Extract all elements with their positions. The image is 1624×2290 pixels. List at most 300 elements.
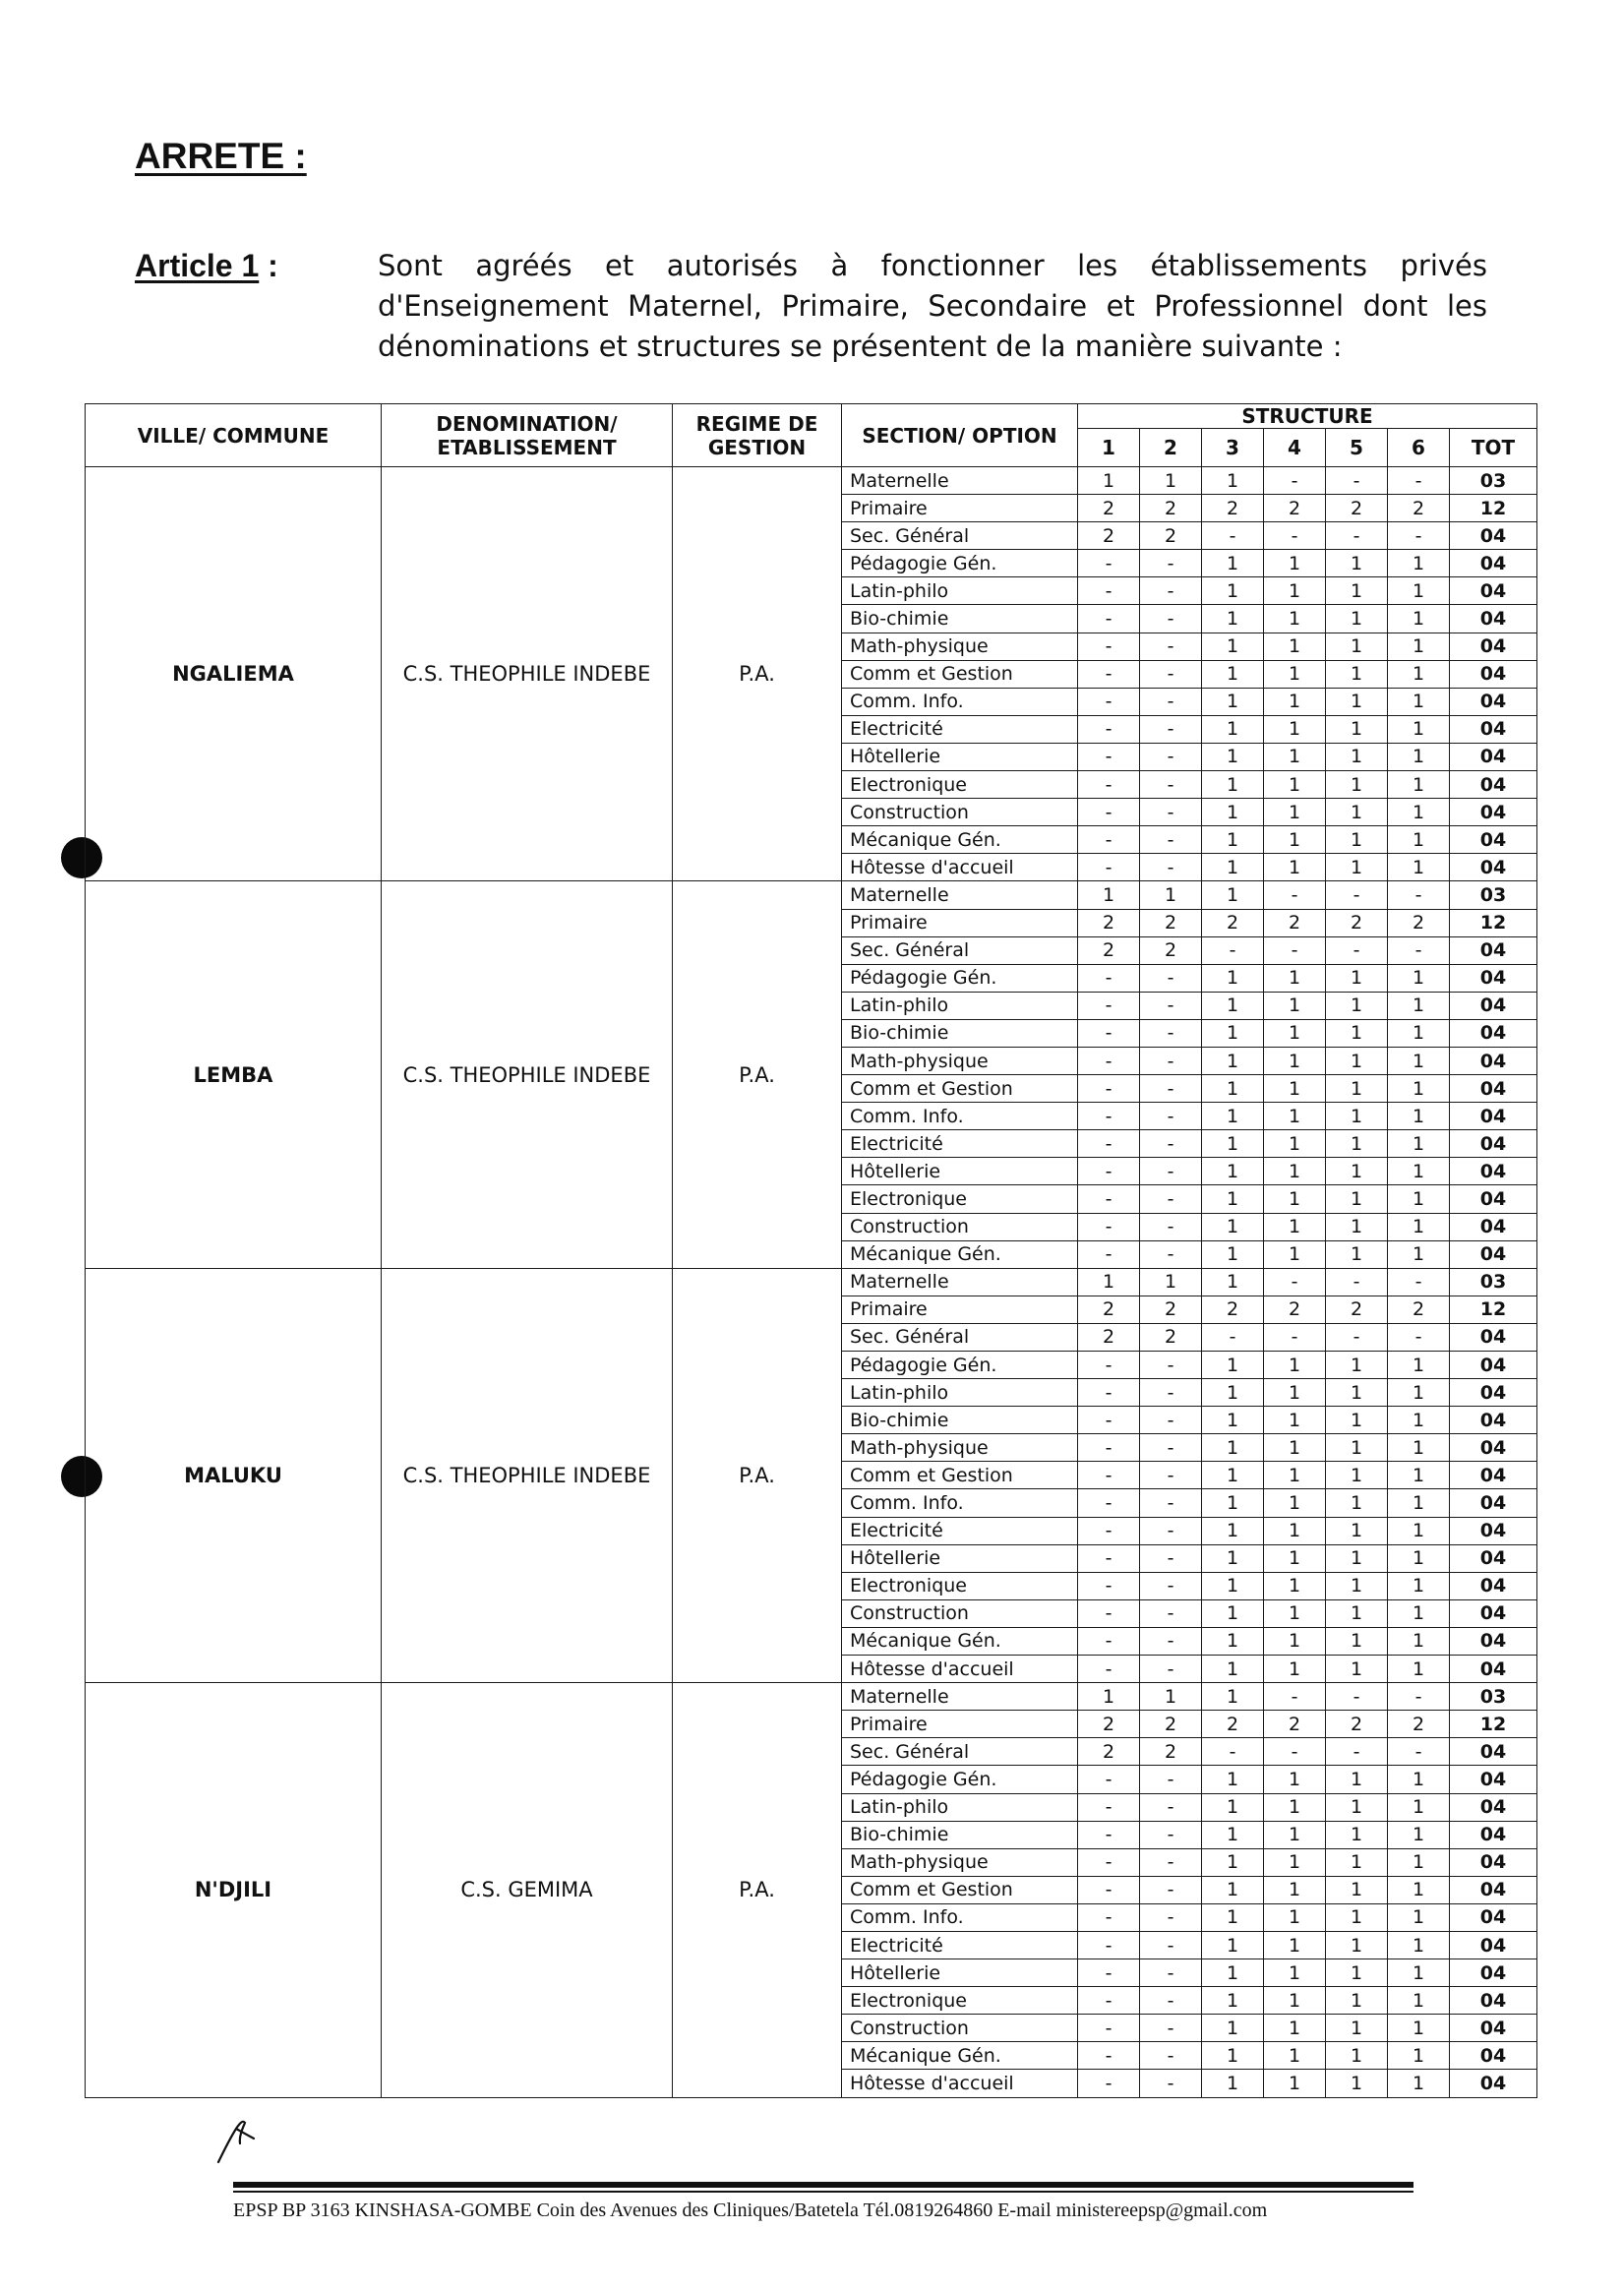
col-1-cell: - bbox=[1078, 1517, 1140, 1544]
col-4-cell: 1 bbox=[1264, 1793, 1326, 1821]
section-cell: Sec. Général bbox=[842, 936, 1078, 964]
col-5-cell: 1 bbox=[1326, 1517, 1388, 1544]
col-2-cell: - bbox=[1140, 743, 1202, 770]
col-5-cell: 1 bbox=[1326, 826, 1388, 854]
col-5-cell: - bbox=[1326, 881, 1388, 909]
col-4-cell: 1 bbox=[1264, 1158, 1326, 1185]
col-6-cell: 1 bbox=[1388, 577, 1450, 605]
col-5-cell: 1 bbox=[1326, 633, 1388, 660]
tot-cell: 04 bbox=[1450, 1572, 1537, 1599]
section-cell: Hôtesse d'accueil bbox=[842, 854, 1078, 881]
col-4-cell: 1 bbox=[1264, 2070, 1326, 2097]
col-4-cell: 1 bbox=[1264, 1931, 1326, 1959]
section-cell: Electricité bbox=[842, 1931, 1078, 1959]
col-6-cell: 1 bbox=[1388, 1987, 1450, 2015]
col-4-cell: 1 bbox=[1264, 550, 1326, 577]
col-2-cell: - bbox=[1140, 1075, 1202, 1103]
col-6-cell: - bbox=[1388, 1268, 1450, 1296]
col-2-cell: - bbox=[1140, 1572, 1202, 1599]
col-4-cell: 1 bbox=[1264, 1130, 1326, 1158]
col-4-cell: 1 bbox=[1264, 1848, 1326, 1876]
col-4-cell: 1 bbox=[1264, 1572, 1326, 1599]
col-1-cell: 2 bbox=[1078, 909, 1140, 936]
col-6-cell: - bbox=[1388, 936, 1450, 964]
regime-cell: P.A. bbox=[673, 881, 842, 1268]
col-6-cell: 1 bbox=[1388, 1544, 1450, 1572]
col-6-cell: 1 bbox=[1388, 1379, 1450, 1407]
col-1-cell: - bbox=[1078, 1379, 1140, 1407]
section-cell: Construction bbox=[842, 799, 1078, 826]
col-2-cell: - bbox=[1140, 1130, 1202, 1158]
col-1-cell: 2 bbox=[1078, 522, 1140, 550]
section-cell: Bio-chimie bbox=[842, 1407, 1078, 1434]
col-4-cell: 1 bbox=[1264, 1656, 1326, 1683]
col-5-cell: 1 bbox=[1326, 1213, 1388, 1240]
col-2-cell: - bbox=[1140, 633, 1202, 660]
section-cell: Mécanique Gén. bbox=[842, 826, 1078, 854]
col-3-cell: 1 bbox=[1202, 1130, 1264, 1158]
section-cell: Construction bbox=[842, 2015, 1078, 2042]
col-5-cell: 1 bbox=[1326, 1352, 1388, 1379]
section-cell: Electricité bbox=[842, 715, 1078, 743]
col-2-cell: - bbox=[1140, 1627, 1202, 1655]
tot-cell: 04 bbox=[1450, 660, 1537, 688]
article-label bbox=[135, 248, 278, 284]
col-3-cell: 1 bbox=[1202, 1489, 1264, 1517]
col-4-cell: 1 bbox=[1264, 715, 1326, 743]
col-2-cell: 1 bbox=[1140, 1683, 1202, 1711]
col-1-cell: - bbox=[1078, 1352, 1140, 1379]
col-6-cell: 1 bbox=[1388, 1517, 1450, 1544]
col-1-cell: - bbox=[1078, 605, 1140, 633]
col-5-cell: 1 bbox=[1326, 2070, 1388, 2097]
col-4-cell: 2 bbox=[1264, 1711, 1326, 1738]
tot-cell: 04 bbox=[1450, 550, 1537, 577]
table-body bbox=[86, 467, 1537, 2098]
col-2-cell: - bbox=[1140, 1240, 1202, 1268]
signature-mark bbox=[214, 2117, 258, 2166]
col-5-cell: 1 bbox=[1326, 1848, 1388, 1876]
header-col-4: 4 bbox=[1264, 429, 1326, 467]
col-1-cell: - bbox=[1078, 550, 1140, 577]
col-5-cell: 1 bbox=[1326, 1047, 1388, 1074]
col-1-cell: - bbox=[1078, 799, 1140, 826]
col-1-cell: - bbox=[1078, 2015, 1140, 2042]
section-cell: Mécanique Gén. bbox=[842, 2042, 1078, 2070]
col-3-cell: 1 bbox=[1202, 992, 1264, 1019]
col-6-cell: - bbox=[1388, 1683, 1450, 1711]
col-5-cell: 1 bbox=[1326, 1572, 1388, 1599]
col-3-cell: 1 bbox=[1202, 854, 1264, 881]
tot-cell: 04 bbox=[1450, 1544, 1537, 1572]
tot-cell: 04 bbox=[1450, 1240, 1537, 1268]
col-5-cell: 1 bbox=[1326, 660, 1388, 688]
col-2-cell: - bbox=[1140, 1185, 1202, 1213]
col-4-cell: 1 bbox=[1264, 1434, 1326, 1462]
col-1-cell: - bbox=[1078, 1019, 1140, 1047]
col-3-cell: - bbox=[1202, 1323, 1264, 1351]
col-4-cell: 1 bbox=[1264, 992, 1326, 1019]
col-5-cell: 1 bbox=[1326, 1462, 1388, 1489]
col-1-cell: - bbox=[1078, 577, 1140, 605]
tot-cell: 04 bbox=[1450, 1213, 1537, 1240]
col-1-cell: - bbox=[1078, 854, 1140, 881]
col-1-cell: - bbox=[1078, 826, 1140, 854]
col-1-cell: - bbox=[1078, 2070, 1140, 2097]
col-6-cell: - bbox=[1388, 1738, 1450, 1766]
header-col-3: 3 bbox=[1202, 429, 1264, 467]
col-2-cell: - bbox=[1140, 1489, 1202, 1517]
col-4-cell: 1 bbox=[1264, 605, 1326, 633]
col-5-cell: 1 bbox=[1326, 1489, 1388, 1517]
col-6-cell: 1 bbox=[1388, 1434, 1450, 1462]
col-1-cell: - bbox=[1078, 1572, 1140, 1599]
section-cell: Primaire bbox=[842, 909, 1078, 936]
col-3-cell: 1 bbox=[1202, 1407, 1264, 1434]
col-1-cell: - bbox=[1078, 1821, 1140, 1848]
tot-cell: 04 bbox=[1450, 1379, 1537, 1407]
col-5-cell: 1 bbox=[1326, 605, 1388, 633]
etablissement-cell: C.S. GEMIMA bbox=[382, 1683, 673, 2097]
col-6-cell: 1 bbox=[1388, 2042, 1450, 2070]
ville-cell: MALUKU bbox=[86, 1268, 382, 1682]
tot-cell: 04 bbox=[1450, 1821, 1537, 1848]
section-cell: Maternelle bbox=[842, 467, 1078, 495]
section-cell: Hôtesse d'accueil bbox=[842, 1656, 1078, 1683]
col-3-cell: 1 bbox=[1202, 1544, 1264, 1572]
col-4-cell: 1 bbox=[1264, 1213, 1326, 1240]
col-5-cell: 1 bbox=[1326, 1903, 1388, 1931]
col-3-cell: 1 bbox=[1202, 1931, 1264, 1959]
col-5-cell: 1 bbox=[1326, 2015, 1388, 2042]
col-1-cell: 2 bbox=[1078, 936, 1140, 964]
col-2-cell: - bbox=[1140, 992, 1202, 1019]
tot-cell: 04 bbox=[1450, 771, 1537, 799]
col-1-cell: - bbox=[1078, 1489, 1140, 1517]
col-4-cell: 1 bbox=[1264, 1379, 1326, 1407]
regime-cell: P.A. bbox=[673, 467, 842, 881]
col-3-cell: 1 bbox=[1202, 771, 1264, 799]
col-1-cell: - bbox=[1078, 1075, 1140, 1103]
col-5-cell: 1 bbox=[1326, 1434, 1388, 1462]
col-3-cell: 1 bbox=[1202, 1821, 1264, 1848]
col-3-cell: 1 bbox=[1202, 964, 1264, 992]
ville-cell: N'DJILI bbox=[86, 1683, 382, 2097]
tot-cell: 03 bbox=[1450, 1683, 1537, 1711]
col-5-cell: 1 bbox=[1326, 1987, 1388, 2015]
col-6-cell: 1 bbox=[1388, 1766, 1450, 1793]
tot-cell: 04 bbox=[1450, 1323, 1537, 1351]
col-2-cell: - bbox=[1140, 577, 1202, 605]
col-1-cell: 2 bbox=[1078, 495, 1140, 522]
col-4-cell: 1 bbox=[1264, 1019, 1326, 1047]
col-2-cell: - bbox=[1140, 1931, 1202, 1959]
section-cell: Math-physique bbox=[842, 1047, 1078, 1074]
header-col-tot: TOT bbox=[1450, 429, 1537, 467]
col-1-cell: 2 bbox=[1078, 1296, 1140, 1323]
section-cell: Comm. Info. bbox=[842, 1103, 1078, 1130]
col-2-cell: - bbox=[1140, 605, 1202, 633]
col-3-cell: 1 bbox=[1202, 605, 1264, 633]
col-3-cell: 1 bbox=[1202, 1352, 1264, 1379]
tot-cell: 04 bbox=[1450, 1407, 1537, 1434]
tot-cell: 04 bbox=[1450, 1352, 1537, 1379]
col-3-cell: 1 bbox=[1202, 633, 1264, 660]
col-5-cell: 1 bbox=[1326, 2042, 1388, 2070]
article-text: Sont agréés et autorisés à fonctionner les établissements privés d'Enseignement Maternel, Primaire, Secondaire et Professionnel dont les dénominations et structures se présentent de la manière suivante : bbox=[378, 249, 1487, 363]
col-5-cell: 1 bbox=[1326, 1185, 1388, 1213]
tot-cell: 04 bbox=[1450, 1599, 1537, 1627]
col-1-cell: 2 bbox=[1078, 1711, 1140, 1738]
col-2-cell: - bbox=[1140, 2015, 1202, 2042]
col-6-cell: 1 bbox=[1388, 1489, 1450, 1517]
col-2-cell: - bbox=[1140, 688, 1202, 715]
section-cell: Hôtesse d'accueil bbox=[842, 2070, 1078, 2097]
section-cell: Math-physique bbox=[842, 633, 1078, 660]
col-4-cell: 1 bbox=[1264, 1075, 1326, 1103]
col-5-cell: 1 bbox=[1326, 1158, 1388, 1185]
col-4-cell: 1 bbox=[1264, 771, 1326, 799]
col-4-cell: 1 bbox=[1264, 1185, 1326, 1213]
col-1-cell: - bbox=[1078, 1185, 1140, 1213]
col-4-cell: - bbox=[1264, 1268, 1326, 1296]
col-6-cell: 1 bbox=[1388, 1903, 1450, 1931]
col-2-cell: - bbox=[1140, 715, 1202, 743]
col-3-cell: 1 bbox=[1202, 2070, 1264, 2097]
col-1-cell: - bbox=[1078, 1103, 1140, 1130]
col-4-cell: 1 bbox=[1264, 1903, 1326, 1931]
col-3-cell: 1 bbox=[1202, 715, 1264, 743]
col-1-cell: - bbox=[1078, 992, 1140, 1019]
tot-cell: 04 bbox=[1450, 2015, 1537, 2042]
col-6-cell: 1 bbox=[1388, 1931, 1450, 1959]
col-4-cell: - bbox=[1264, 522, 1326, 550]
col-6-cell: 1 bbox=[1388, 688, 1450, 715]
tot-cell: 12 bbox=[1450, 495, 1537, 522]
col-3-cell: 1 bbox=[1202, 1599, 1264, 1627]
col-3-cell: 2 bbox=[1202, 1711, 1264, 1738]
col-4-cell: 1 bbox=[1264, 854, 1326, 881]
col-3-cell: 1 bbox=[1202, 1683, 1264, 1711]
header-denomination: DENOMINATION/ ETABLISSEMENT bbox=[382, 404, 673, 467]
col-3-cell: 1 bbox=[1202, 1517, 1264, 1544]
tot-cell: 04 bbox=[1450, 1047, 1537, 1074]
col-2-cell: - bbox=[1140, 826, 1202, 854]
table-row bbox=[86, 1268, 1537, 1296]
col-4-cell: 1 bbox=[1264, 633, 1326, 660]
section-cell: Primaire bbox=[842, 1711, 1078, 1738]
col-5-cell: 1 bbox=[1326, 1240, 1388, 1268]
col-4-cell: - bbox=[1264, 1738, 1326, 1766]
col-6-cell: 1 bbox=[1388, 1075, 1450, 1103]
col-4-cell: 2 bbox=[1264, 1296, 1326, 1323]
page-title: ARRETE : bbox=[135, 136, 307, 176]
col-3-cell: 1 bbox=[1202, 550, 1264, 577]
section-cell: Electronique bbox=[842, 1987, 1078, 2015]
col-6-cell: - bbox=[1388, 881, 1450, 909]
tot-cell: 04 bbox=[1450, 2042, 1537, 2070]
col-6-cell: 1 bbox=[1388, 1848, 1450, 1876]
header-structure: STRUCTURE bbox=[1078, 404, 1537, 429]
col-5-cell: 1 bbox=[1326, 799, 1388, 826]
section-cell: Sec. Général bbox=[842, 1738, 1078, 1766]
col-6-cell: 1 bbox=[1388, 2015, 1450, 2042]
col-6-cell: 1 bbox=[1388, 854, 1450, 881]
col-3-cell: 1 bbox=[1202, 1047, 1264, 1074]
col-3-cell: 1 bbox=[1202, 1462, 1264, 1489]
tot-cell: 12 bbox=[1450, 1711, 1537, 1738]
tot-cell: 03 bbox=[1450, 881, 1537, 909]
col-1-cell: - bbox=[1078, 1876, 1140, 1903]
col-3-cell: 1 bbox=[1202, 1185, 1264, 1213]
col-6-cell: 1 bbox=[1388, 1213, 1450, 1240]
col-5-cell: 1 bbox=[1326, 854, 1388, 881]
col-6-cell: 1 bbox=[1388, 1407, 1450, 1434]
col-1-cell: - bbox=[1078, 964, 1140, 992]
etablissement-cell: C.S. THEOPHILE INDEBE bbox=[382, 1268, 673, 1682]
col-2-cell: - bbox=[1140, 1047, 1202, 1074]
col-5-cell: 1 bbox=[1326, 1766, 1388, 1793]
etablissement-cell: C.S. THEOPHILE INDEBE bbox=[382, 881, 673, 1268]
col-2-cell: - bbox=[1140, 1848, 1202, 1876]
col-1-cell: - bbox=[1078, 1240, 1140, 1268]
col-1-cell: - bbox=[1078, 1407, 1140, 1434]
col-6-cell: - bbox=[1388, 522, 1450, 550]
section-cell: Electricité bbox=[842, 1517, 1078, 1544]
col-4-cell: 2 bbox=[1264, 495, 1326, 522]
col-6-cell: 2 bbox=[1388, 495, 1450, 522]
tot-cell: 04 bbox=[1450, 1903, 1537, 1931]
col-2-cell: - bbox=[1140, 550, 1202, 577]
col-1-cell: - bbox=[1078, 660, 1140, 688]
col-3-cell: 1 bbox=[1202, 1572, 1264, 1599]
col-3-cell: 2 bbox=[1202, 909, 1264, 936]
tot-cell: 04 bbox=[1450, 1766, 1537, 1793]
tot-cell: 04 bbox=[1450, 1627, 1537, 1655]
col-5-cell: 1 bbox=[1326, 577, 1388, 605]
tot-cell: 04 bbox=[1450, 1103, 1537, 1130]
col-3-cell: - bbox=[1202, 936, 1264, 964]
col-2-cell: - bbox=[1140, 1517, 1202, 1544]
col-2-cell: - bbox=[1140, 1903, 1202, 1931]
col-2-cell: - bbox=[1140, 1959, 1202, 1987]
tot-cell: 04 bbox=[1450, 1656, 1537, 1683]
col-3-cell: 1 bbox=[1202, 467, 1264, 495]
col-2-cell: - bbox=[1140, 1876, 1202, 1903]
col-5-cell: 1 bbox=[1326, 550, 1388, 577]
col-5-cell: 1 bbox=[1326, 1959, 1388, 1987]
col-4-cell: 1 bbox=[1264, 826, 1326, 854]
col-6-cell: 1 bbox=[1388, 1158, 1450, 1185]
col-1-cell: - bbox=[1078, 771, 1140, 799]
col-5-cell: - bbox=[1326, 1683, 1388, 1711]
tot-cell: 04 bbox=[1450, 1462, 1537, 1489]
col-6-cell: 1 bbox=[1388, 2070, 1450, 2097]
tot-cell: 04 bbox=[1450, 577, 1537, 605]
col-5-cell: 2 bbox=[1326, 495, 1388, 522]
structure-table bbox=[85, 403, 1537, 2098]
col-6-cell: 1 bbox=[1388, 1462, 1450, 1489]
col-3-cell: 1 bbox=[1202, 1903, 1264, 1931]
col-2-cell: 1 bbox=[1140, 467, 1202, 495]
section-cell: Comm. Info. bbox=[842, 688, 1078, 715]
table-row bbox=[86, 881, 1537, 909]
col-1-cell: - bbox=[1078, 2042, 1140, 2070]
tot-cell: 04 bbox=[1450, 936, 1537, 964]
col-2-cell: - bbox=[1140, 2042, 1202, 2070]
section-cell: Maternelle bbox=[842, 1268, 1078, 1296]
col-6-cell: 1 bbox=[1388, 1876, 1450, 1903]
col-6-cell: 1 bbox=[1388, 715, 1450, 743]
col-3-cell: 1 bbox=[1202, 1213, 1264, 1240]
col-4-cell: - bbox=[1264, 936, 1326, 964]
col-2-cell: 2 bbox=[1140, 1711, 1202, 1738]
tot-cell: 04 bbox=[1450, 1158, 1537, 1185]
col-1-cell: 1 bbox=[1078, 881, 1140, 909]
tot-cell: 04 bbox=[1450, 605, 1537, 633]
section-cell: Pédagogie Gén. bbox=[842, 964, 1078, 992]
tot-cell: 04 bbox=[1450, 1434, 1537, 1462]
header-regime: REGIME DE GESTION bbox=[673, 404, 842, 467]
col-2-cell: - bbox=[1140, 1103, 1202, 1130]
col-1-cell: - bbox=[1078, 1130, 1140, 1158]
col-2-cell: - bbox=[1140, 1462, 1202, 1489]
section-cell: Primaire bbox=[842, 495, 1078, 522]
col-5-cell: 1 bbox=[1326, 1019, 1388, 1047]
col-1-cell: - bbox=[1078, 1544, 1140, 1572]
tot-cell: 04 bbox=[1450, 688, 1537, 715]
col-2-cell: 2 bbox=[1140, 522, 1202, 550]
section-cell: Latin-philo bbox=[842, 992, 1078, 1019]
section-cell: Comm. Info. bbox=[842, 1903, 1078, 1931]
col-2-cell: - bbox=[1140, 1766, 1202, 1793]
header-ville: VILLE/ COMMUNE bbox=[86, 404, 382, 467]
tot-cell: 04 bbox=[1450, 826, 1537, 854]
col-6-cell: 1 bbox=[1388, 1599, 1450, 1627]
footer-rule-thick bbox=[233, 2182, 1413, 2188]
col-4-cell: 1 bbox=[1264, 1959, 1326, 1987]
col-3-cell: 1 bbox=[1202, 1959, 1264, 1987]
col-2-cell: 2 bbox=[1140, 495, 1202, 522]
table-row bbox=[86, 467, 1537, 495]
header-col-2: 2 bbox=[1140, 429, 1202, 467]
col-6-cell: 1 bbox=[1388, 1047, 1450, 1074]
col-4-cell: 1 bbox=[1264, 1489, 1326, 1517]
col-3-cell: 1 bbox=[1202, 1379, 1264, 1407]
col-6-cell: 1 bbox=[1388, 550, 1450, 577]
col-6-cell: 1 bbox=[1388, 1656, 1450, 1683]
col-1-cell: - bbox=[1078, 1959, 1140, 1987]
col-6-cell: 2 bbox=[1388, 909, 1450, 936]
col-3-cell: 1 bbox=[1202, 1627, 1264, 1655]
col-3-cell: 1 bbox=[1202, 1876, 1264, 1903]
col-1-cell: - bbox=[1078, 1462, 1140, 1489]
col-3-cell: 1 bbox=[1202, 1075, 1264, 1103]
section-cell: Latin-philo bbox=[842, 577, 1078, 605]
section-cell: Math-physique bbox=[842, 1434, 1078, 1462]
col-5-cell: 1 bbox=[1326, 1379, 1388, 1407]
section-cell: Bio-chimie bbox=[842, 1019, 1078, 1047]
col-4-cell: - bbox=[1264, 881, 1326, 909]
col-3-cell: 1 bbox=[1202, 2015, 1264, 2042]
col-2-cell: - bbox=[1140, 1793, 1202, 1821]
tot-cell: 04 bbox=[1450, 1075, 1537, 1103]
col-6-cell: 1 bbox=[1388, 826, 1450, 854]
col-5-cell: 1 bbox=[1326, 964, 1388, 992]
tot-cell: 04 bbox=[1450, 799, 1537, 826]
section-cell: Comm et Gestion bbox=[842, 1462, 1078, 1489]
tot-cell: 04 bbox=[1450, 1793, 1537, 1821]
